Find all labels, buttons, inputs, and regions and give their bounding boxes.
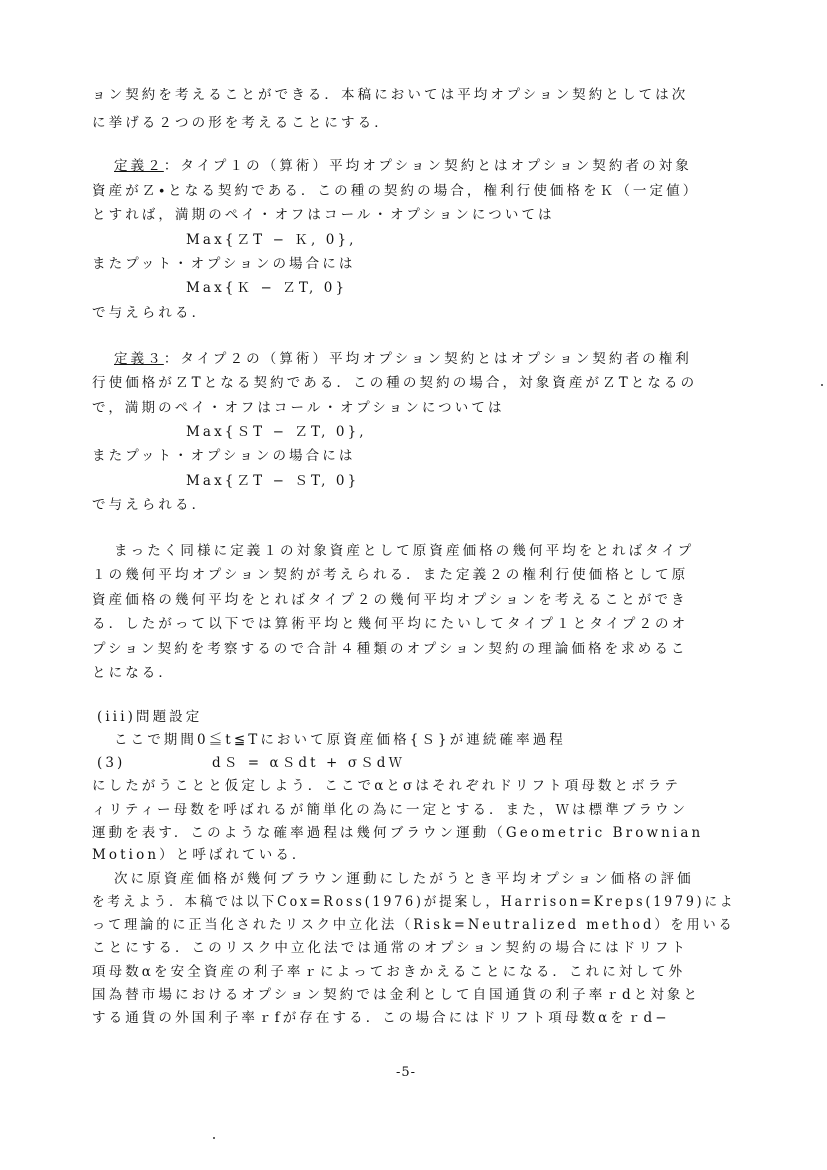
para2-line-7: する通貨の外国利子率ｒfが存在する．この場合にはドリフト項母数αをｒd− (92, 1010, 670, 1026)
geo-paragraph-line-2: １の幾何平均オプション契約が考えられる．また定義２の権利行使価格として原 (92, 567, 689, 583)
def3-line-4: またプット・オプションの場合には (92, 448, 356, 464)
para1-line-3: 運動を表す．このような確率過程は幾何ブラウン運動（Geometric Brownian (92, 825, 704, 841)
equation-sde: dＳ = αＳdt + σＳdＷ (212, 755, 406, 771)
def2-formula-put: Max{Ｋ − ＺT, 0} (186, 280, 348, 296)
section-line-1: ここで期間0≦t≦Tにおいて原資産価格{Ｓ}が連続確率過程 (114, 732, 566, 748)
def3-formula-call: Max{ＳT − ＺT, 0}, (186, 424, 367, 440)
para2-line-1: 次に原資産価格が幾何ブラウン運動にしたがうとき平均オプション価格の評価 (114, 871, 694, 887)
para2-line-6: 国為替市場におけるオプション契約では金利として自国通貨の利子率ｒdと対象と (92, 987, 701, 1003)
def2-line-3: とすれば，満期のペイ・オフはコール・オプションについては (92, 207, 555, 223)
def3-line-1-text: ：タイプ２の（算術）平均オプション契約とはオプション契約者の権利 (163, 351, 692, 367)
equation-number: (3) (97, 755, 126, 771)
geo-paragraph-line-4: る．したがって以下では算術平均と幾何平均にたいしてタイプ１とタイプ２のオ (92, 616, 689, 632)
def2-label: 定義２ (114, 158, 164, 174)
para1-line-1: にしたがうことと仮定しよう．ここでαとσはそれぞれドリフト項母数とボラテ (92, 778, 681, 794)
geo-paragraph-line-5: プション契約を考察するので合計４種類のオプション契約の理論価格を求めるこ (92, 641, 688, 657)
geo-paragraph-line-1: まったく同様に定義１の対象資産として原資産価格の幾何平均をとればタイプ (114, 543, 695, 559)
geo-paragraph-line-3: 資産価格の幾何平均をとればタイプ２の幾何平均オプションを考えることができ (92, 592, 688, 608)
para1-line-2: ィリティー母数を呼ばれるが簡単化の為に一定とする．また，Ｗは標準ブラウン (92, 802, 689, 818)
para2-line-2: を考えよう．本稿では以下Cox=Ross(1976)が提案し，Harrison=Kreps(1979)によ (92, 894, 736, 910)
para2-line-5: 項母数αを安全資産の利子率ｒによっておきかえることになる．これに対して外 (92, 964, 686, 980)
intro-line-2: に挙げる２つの形を考えることにする． (92, 115, 391, 131)
scan-speck (213, 1137, 215, 1139)
def3-line-2: 行使価格がＺTとなる契約である．この種の契約の場合，対象資産がＺTとなるの (92, 375, 698, 391)
def2-line-1 (114, 157, 692, 175)
para2-line-4: ことにする．このリスク中立化法では通常のオプション契約の場合にはドリフト (92, 940, 689, 956)
def3-formula-put: Max{ＺT − ＳT, 0} (186, 473, 360, 489)
def2-formula-call: Max{ＺT − Ｋ, 0}, (186, 232, 357, 248)
para2-line-3: って理論的に正当化されたリスク中立化法（Risk=Neutralized method）を用いる (92, 917, 735, 933)
para1-line-4: Motion）と呼ばれている． (92, 847, 309, 863)
intro-line-1: ョン契約を考えることができる．本稿においては平均オプション契約としては次 (92, 87, 689, 103)
geo-paragraph-line-6: とになる． (92, 665, 175, 681)
def2-line-2: 資産がＺ∙となる契約である．この種の契約の場合，権利行使価格をＫ（一定値） (92, 183, 700, 199)
def3-label: 定義３ (114, 351, 164, 367)
def3-line-3: で，満期のペイ・オフはコール・オプションについては (92, 400, 505, 416)
def2-line-4: またプット・オプションの場合には (92, 256, 356, 272)
section-heading: (iii)問題設定 (97, 709, 203, 725)
scan-speck-edge (821, 384, 823, 386)
def3-line-1 (114, 350, 692, 368)
def3-line-5: で与えられる． (92, 497, 209, 513)
def2-line-5: で与えられる． (92, 305, 209, 321)
page-number: -5- (396, 1065, 417, 1080)
def2-line-1-text: ：タイプ１の（算術）平均オプション契約とはオプション契約者の対象 (163, 158, 692, 174)
